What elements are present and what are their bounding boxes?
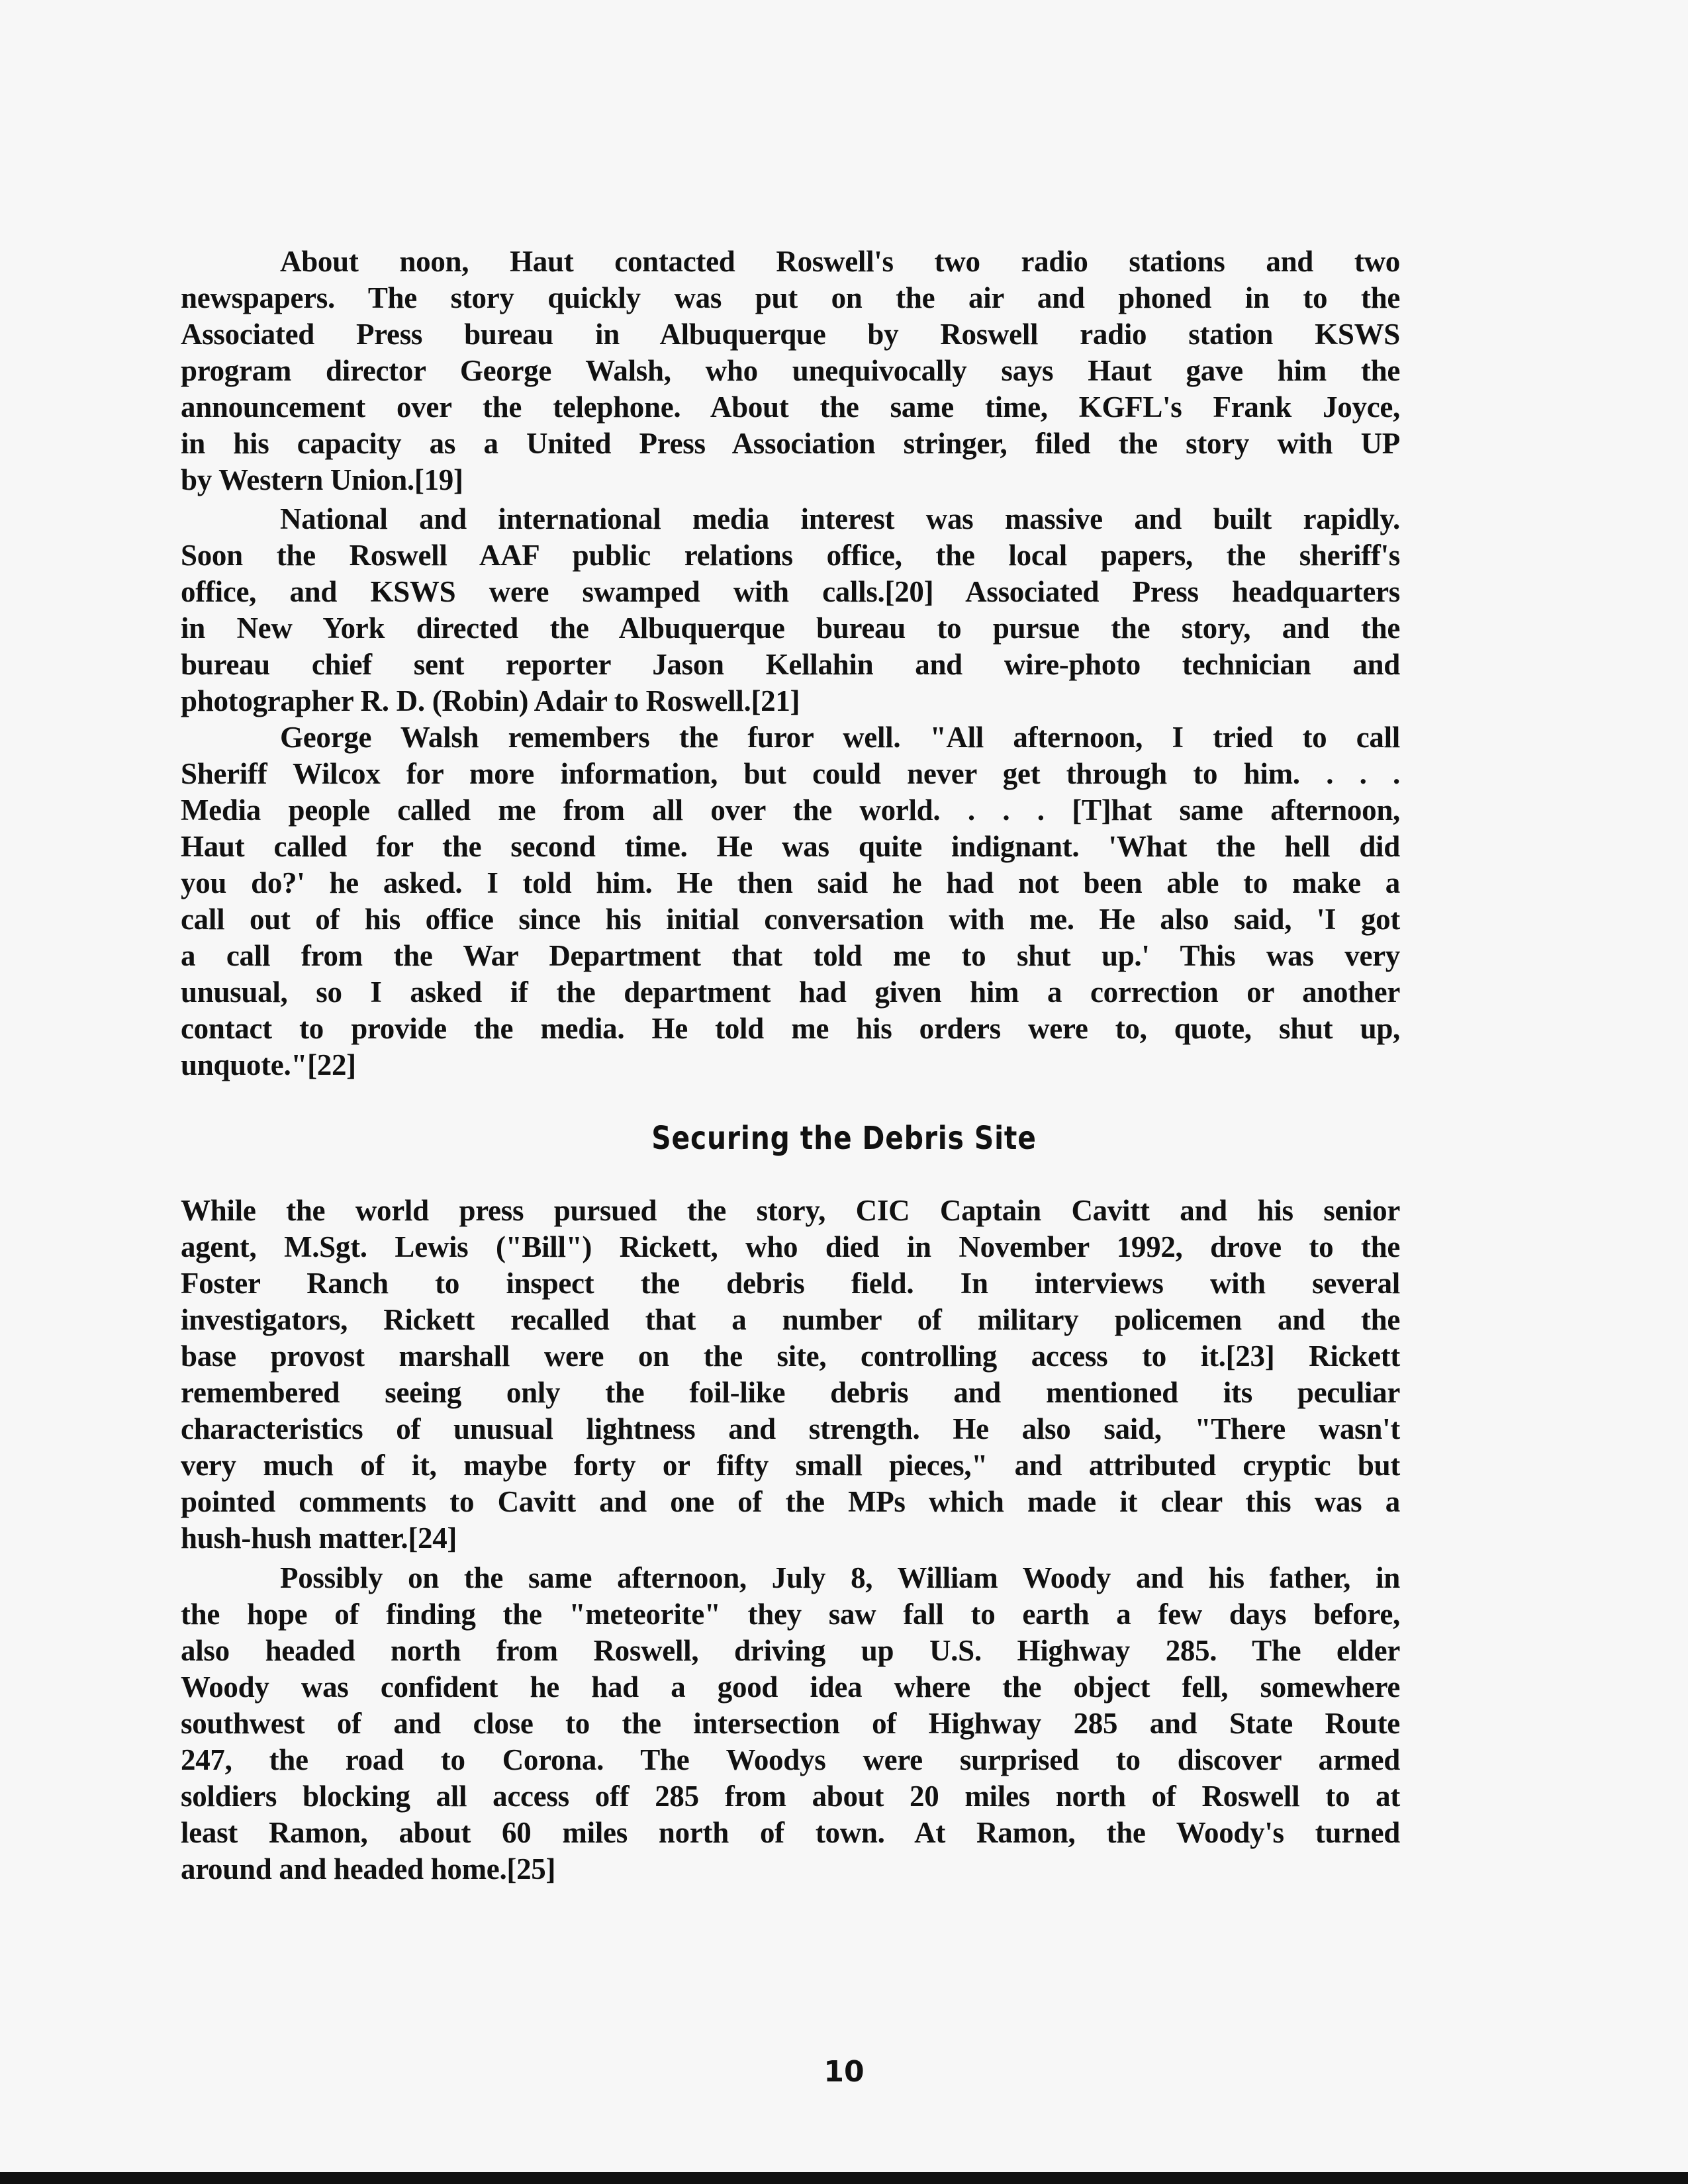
- text-line: soldiers blocking all access off 285 from about 20 miles north of Roswell to at: [181, 1780, 1400, 1813]
- text-line: investigators, Rickett recalled that a number of military policemen and the: [181, 1303, 1400, 1336]
- text-line: around and headed home.[25]: [181, 1852, 556, 1886]
- text-line: About noon, Haut contacted Roswell's two radio stations and two: [280, 245, 1400, 278]
- text-line: the hope of finding the "meteorite" they saw fall to earth a few days before,: [181, 1598, 1400, 1631]
- text-line: by Western Union.[19]: [181, 463, 463, 496]
- text-line: base provost marshall were on the site, controlling access to it.[23] Rickett: [181, 1340, 1400, 1373]
- text-line: Soon the Roswell AAF public relations office, the local papers, the sheriff's: [181, 539, 1400, 572]
- text-line: call out of his office since his initial conversation with me. He also said, 'I got: [181, 903, 1400, 936]
- text-line: unusual, so I asked if the department had given him a correction or another: [181, 976, 1400, 1009]
- text-line: also headed north from Roswell, driving up U.S. Highway 285. The elder: [181, 1634, 1400, 1667]
- text-line: hush-hush matter.[24]: [181, 1522, 457, 1555]
- text-line: Associated Press bureau in Albuquerque by Roswell radio station KSWS: [181, 318, 1400, 351]
- paragraph-woody: [181, 1560, 1400, 1888]
- text-line: program director George Walsh, who unequivocally says Haut gave him the: [181, 354, 1400, 387]
- text-line: 247, the road to Corona. The Woodys were surprised to discover armed: [181, 1743, 1400, 1776]
- text-line: a call from the War Department that told me to shut up.' This was very: [181, 939, 1400, 972]
- text-line: Foster Ranch to inspect the debris field. In interviews with several: [181, 1267, 1400, 1300]
- text-line: National and international media interest was massive and built rapidly.: [280, 502, 1400, 535]
- text-line: very much of it, maybe forty or fifty small pieces," and attributed cryptic but: [181, 1449, 1400, 1482]
- text-line: in his capacity as a United Press Association stringer, filed the story with UP: [181, 427, 1400, 460]
- text-line: office, and KSWS were swamped with calls.[20] Associated Press headquarters: [181, 575, 1400, 608]
- text-line: newspapers. The story quickly was put on the air and phoned in to the: [181, 281, 1400, 314]
- text-line: agent, M.Sgt. Lewis ("Bill") Rickett, who died in November 1992, drove to the: [181, 1230, 1400, 1263]
- text-line: photographer R. D. (Robin) Adair to Roswell.[21]: [181, 684, 800, 717]
- paragraph-media-interest: [181, 501, 1400, 1083]
- text-line: Media people called me from all over the world. . . . [T]hat same afternoon,: [181, 794, 1400, 827]
- text-line: Haut called for the second time. He was quite indignant. 'What the hell did: [181, 830, 1400, 863]
- text-line: southwest of and close to the intersection of Highway 285 and State Route: [181, 1707, 1400, 1740]
- text-line: in New York directed the Albuquerque bureau to pursue the story, and the: [181, 612, 1400, 645]
- text-line: you do?' he asked. I told him. He then said he had not been able to make a: [181, 866, 1400, 899]
- text-line: pointed comments to Cavitt and one of the MPs which made it clear this was a: [181, 1485, 1400, 1518]
- text-line: announcement over the telephone. About the same time, KGFL's Frank Joyce,: [181, 390, 1400, 424]
- text-line: While the world press pursued the story, CIC Captain Cavitt and his senior: [181, 1194, 1400, 1227]
- scan-edge-bar: [0, 2172, 1688, 2184]
- paragraph-haut-contacted-media: [181, 244, 1400, 498]
- text-line: Sheriff Wilcox for more information, but could never get through to him. . . .: [181, 757, 1400, 790]
- text-line: characteristics of unusual lightness and strength. He also said, "There wasn't: [181, 1412, 1400, 1445]
- text-line: George Walsh remembers the furor well. "All afternoon, I tried to call: [280, 721, 1400, 754]
- text-line: Possibly on the same afternoon, July 8, William Woody and his father, in: [280, 1561, 1400, 1594]
- page-number: 10: [823, 2055, 865, 2089]
- text-line: remembered seeing only the foil-like debris and mentioned its peculiar: [181, 1376, 1400, 1409]
- text-line: Woody was confident he had a good idea where the object fell, somewhere: [181, 1670, 1400, 1704]
- text-line: unquote."[22]: [181, 1048, 356, 1081]
- text-line: least Ramon, about 60 miles north of town. At Ramon, the Woody's turned: [181, 1816, 1400, 1849]
- text-line: bureau chief sent reporter Jason Kellahin and wire-photo technician and: [181, 648, 1400, 681]
- section-heading: Securing the Debris Site: [651, 1120, 1037, 1157]
- text-line: contact to provide the media. He told me his orders were to, quote, shut up,: [181, 1012, 1400, 1045]
- paragraph-cavitt-rickett: [181, 1193, 1400, 1557]
